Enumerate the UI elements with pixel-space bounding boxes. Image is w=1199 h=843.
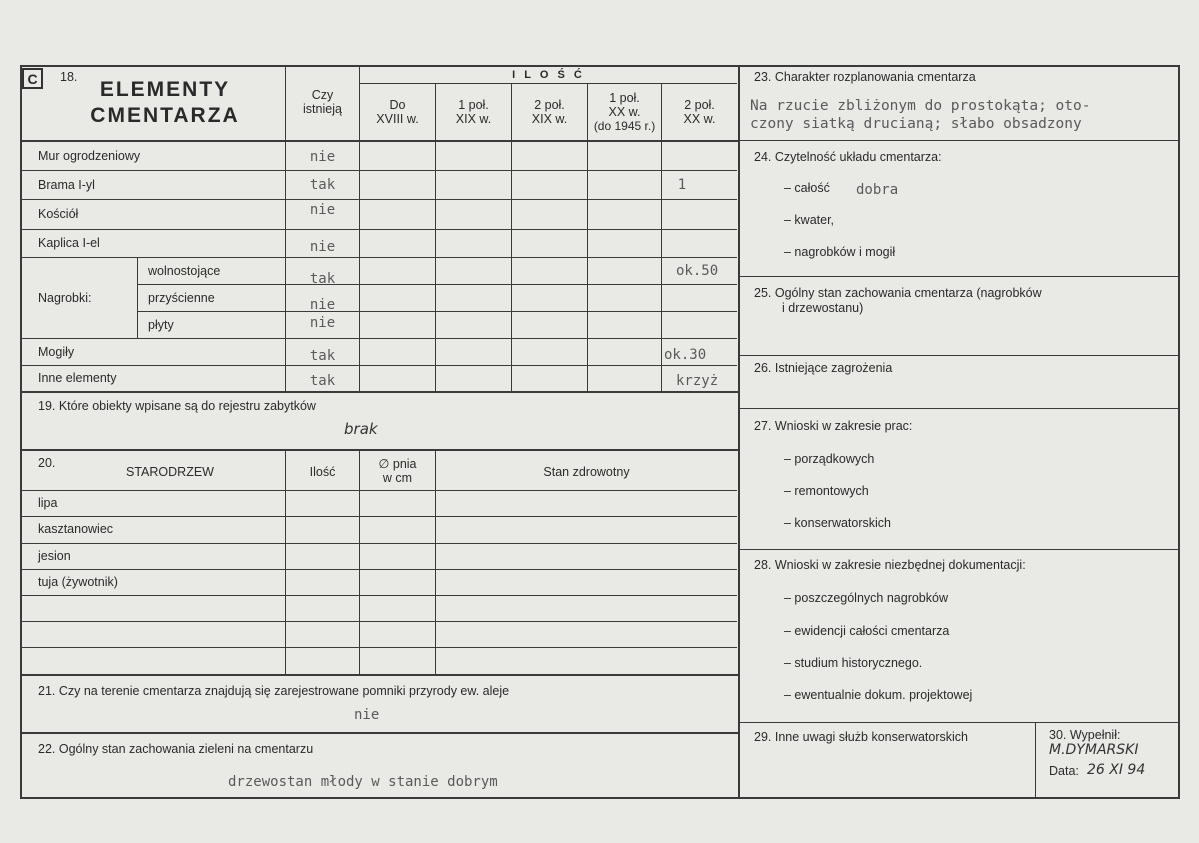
- period-header: XIX w.: [455, 112, 492, 126]
- element-exists: tak: [309, 348, 336, 364]
- period-header: Do: [389, 98, 406, 112]
- element-exists: nie: [309, 297, 336, 313]
- element-label: Kościół: [38, 207, 79, 221]
- q26-label: 26. Istniejące zagrożenia: [754, 361, 893, 375]
- q27-label: 27. Wnioski w zakresie prac:: [754, 419, 913, 433]
- trees-title: STARODRZEW: [126, 465, 214, 479]
- element-label: wolnostojące: [148, 264, 221, 278]
- period-header: 1 poł.: [609, 91, 640, 105]
- trees-col-diameter: ∅ pnia: [378, 457, 417, 471]
- element-label: płyty: [148, 318, 174, 332]
- q21-label: 21. Czy na terenie cmentarza znajdują się zarejestrowane pomniki przyrody ew. aleje: [38, 684, 510, 698]
- element-exists: nie: [309, 239, 336, 255]
- period-header: 2 poł.: [684, 98, 715, 112]
- element-label: Mogiły: [38, 345, 75, 359]
- element-quantity: krzyż: [676, 373, 719, 389]
- tree-row: lipa: [38, 496, 58, 510]
- col-exists-header-2: istnieją: [303, 102, 342, 116]
- q28-item: – ewentualnie dokum. projektowej: [784, 688, 973, 702]
- q23-label: 23. Charakter rozplanowania cmentarza: [754, 70, 976, 84]
- element-exists: tak: [309, 177, 336, 193]
- element-label: Kaplica I-el: [38, 236, 100, 250]
- period-header: (do 1945 r.): [593, 119, 656, 133]
- q29-label: 29. Inne uwagi służb konserwatorskich: [754, 730, 969, 744]
- q22-label: 22. Ogólny stan zachowania zieleni na cmentarzu: [38, 742, 314, 756]
- q23-answer: Na rzucie zbliżonym do prostokąta; oto-: [750, 98, 1091, 114]
- q28-label: 28. Wnioski w zakresie niezbędnej dokumentacji:: [754, 558, 1026, 572]
- element-label: Inne elementy: [38, 371, 117, 385]
- trees-col-diameter-2: w cm: [382, 471, 413, 485]
- period-header: XIX w.: [531, 112, 568, 126]
- element-label: Brama I-yl: [38, 178, 95, 192]
- section-title-line1: ELEMENTY: [99, 78, 231, 101]
- element-exists: tak: [309, 373, 336, 389]
- q25-label-2: i drzewostanu): [782, 301, 864, 315]
- q19-answer: brak: [344, 420, 378, 438]
- element-exists: nie: [309, 149, 336, 165]
- q21-answer: nie: [354, 707, 380, 723]
- q25-label: 25. Ogólny stan zachowania cmentarza (nagrobków: [754, 286, 1042, 300]
- period-header: XX w.: [683, 112, 716, 126]
- tree-row: tuja (żywotnik): [38, 575, 118, 589]
- element-exists: nie: [309, 202, 336, 218]
- q27-item: – porządkowych: [784, 452, 875, 466]
- element-quantity: ok.50: [676, 263, 719, 279]
- q24-item: – nagrobków i mogił: [784, 245, 896, 259]
- section-letter-box: C: [22, 68, 43, 89]
- trees-col-health: Stan zdrowotny: [543, 465, 630, 479]
- trees-number: 20.: [38, 456, 56, 470]
- tree-row: kasztanowiec: [38, 522, 114, 536]
- tree-row: jesion: [38, 549, 71, 563]
- q30-name: M.DYMARSKI: [1049, 742, 1139, 758]
- element-quantity: 1: [677, 177, 687, 193]
- period-header: 1 poł.: [458, 98, 489, 112]
- period-header: 2 poł.: [534, 98, 565, 112]
- q24-item: – całość: [784, 181, 830, 195]
- q30-date-label: Data:: [1049, 764, 1079, 778]
- col-quantity-header: I L O Ś Ć: [512, 69, 585, 81]
- q22-answer: drzewostan młody w stanie dobrym: [228, 774, 498, 790]
- element-label: przyścienne: [148, 291, 215, 305]
- period-header: XVIII w.: [376, 112, 419, 126]
- element-quantity: ok.30: [664, 347, 707, 363]
- element-label: Mur ogrodzeniowy: [38, 149, 141, 163]
- trees-col-qty: Ilość: [309, 465, 336, 479]
- q24-label: 24. Czytelność układu cmentarza:: [754, 150, 942, 164]
- q28-item: – poszczególnych nagrobków: [784, 591, 948, 605]
- q30-date: 26 XI 94: [1087, 762, 1146, 778]
- element-exists: tak: [309, 271, 336, 287]
- element-exists: nie: [309, 315, 336, 331]
- q23-answer-2: czony siatką drucianą; słabo obsadzony: [750, 116, 1082, 132]
- nagrobki-label: Nagrobki:: [38, 291, 92, 305]
- q28-item: – studium historycznego.: [784, 656, 923, 670]
- q28-item: – ewidencji całości cmentarza: [784, 624, 950, 638]
- q24-value: dobra: [856, 182, 899, 198]
- col-exists-header: Czy: [311, 88, 334, 102]
- q27-item: – remontowych: [784, 484, 869, 498]
- section-title-line2: CMENTARZA: [90, 104, 240, 127]
- q30-label: 30. Wypełnił:: [1049, 728, 1121, 742]
- q24-item: – kwater,: [784, 213, 835, 227]
- section-number: 18.: [60, 70, 78, 84]
- period-header: XX w.: [608, 105, 641, 119]
- q27-item: – konserwatorskich: [784, 516, 891, 530]
- q19-label: 19. Które obiekty wpisane są do rejestru zabytków: [38, 399, 316, 413]
